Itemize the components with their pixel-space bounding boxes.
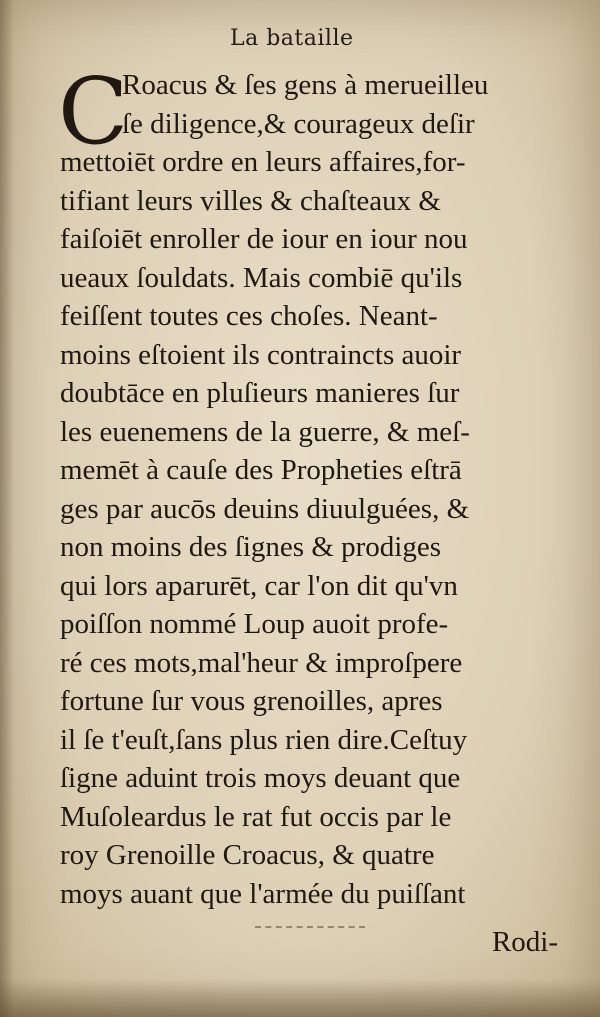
page-bottom-edge	[0, 979, 600, 1017]
text-line: les euenemens de la guerre, & meſ-	[60, 415, 470, 448]
body-text	[58, 58, 570, 913]
text-line: fortune ſur vous grenoilles, apres	[60, 685, 443, 717]
text-line: feiſſent toutes ces choſes. Neant-	[60, 300, 438, 332]
running-header: La bataille	[230, 26, 354, 51]
text-line: ges par aucōs deuins diuulguées, &	[60, 492, 470, 525]
text-line: ſigne aduint trois moys deuant que	[60, 762, 461, 794]
text-line: il ſe t'euſt,ſans plus rien dire.Ceſtuy	[60, 723, 468, 756]
text-line: faiſoiēt enroller de iour en iour nou	[60, 223, 468, 255]
text-line: Muſoleardus le rat fut occis par le	[60, 800, 452, 833]
page-fold-shadow	[0, 0, 14, 1017]
text-line: ré ces mots,mal'heur & improſpere	[60, 646, 463, 679]
text-line: ueaux ſouldats. Mais combiē qu'ils	[60, 261, 463, 294]
text-line: qui lors aparurēt, car l'on dit qu'vn	[60, 569, 458, 602]
drop-cap: C	[58, 58, 129, 165]
text-line: mettoiēt ordre en leurs affaires,for-	[60, 146, 466, 178]
text-line: memēt à cauſe des Propheties eſtrā	[60, 454, 462, 486]
text-line: doubtāce en pluſieurs manieres ſur	[60, 377, 460, 409]
text-line: moys auant que l'armée du puiſſant	[60, 877, 466, 910]
text-line: non moins des ſignes & prodiges	[60, 531, 442, 563]
catchword: Rodi-	[491, 926, 558, 958]
text-line: tifiant leurs villes & chaſteaux &	[60, 184, 441, 217]
text-line: ſe diligence,& courageux deſir	[122, 107, 475, 140]
text-line: poiſſon nommé Loup auoit profe-	[60, 608, 449, 640]
text-line: Roacus & ſes gens à merueilleu	[122, 69, 489, 101]
text-line: roy Grenoille Croacus, & quatre	[60, 839, 435, 871]
ornament-rule	[255, 926, 365, 928]
text-line: moins eſtoient ils contraincts auoir	[60, 338, 462, 371]
